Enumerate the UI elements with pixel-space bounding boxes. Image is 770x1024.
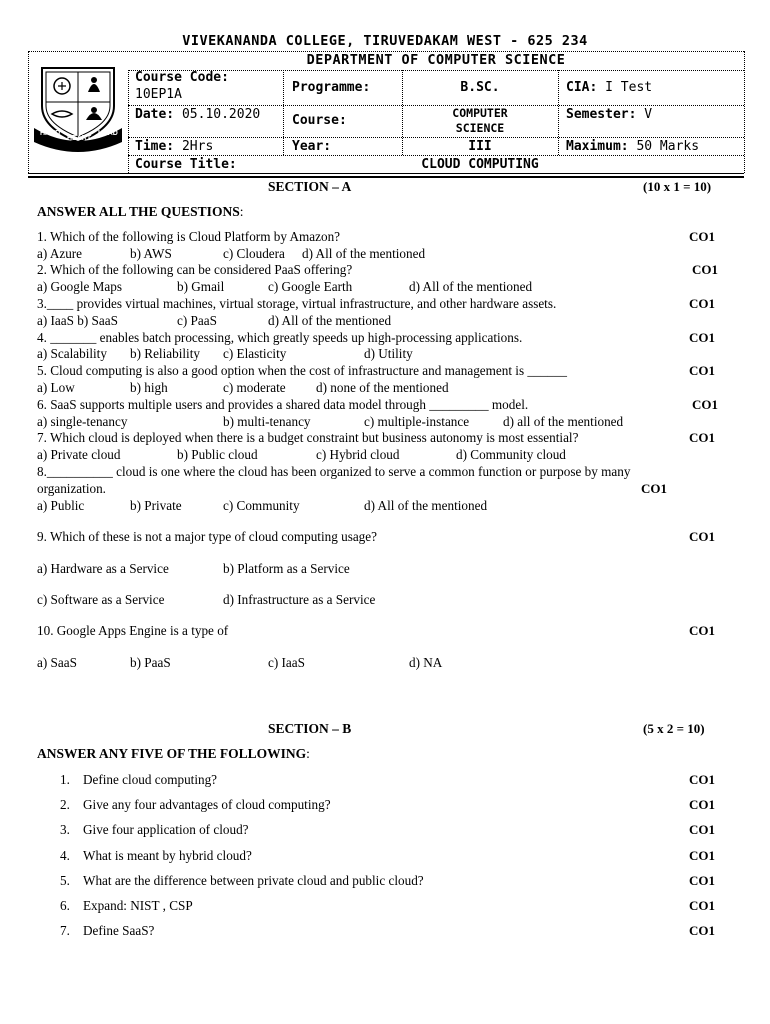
date-value: 05.10.2020: [181, 107, 261, 122]
section-b-item-5: [60, 873, 424, 889]
section-b-instruction: [37, 746, 310, 762]
item-number: 5.: [60, 873, 70, 888]
cia-field: [566, 80, 652, 95]
question-7-option-d: d) Community cloud: [456, 447, 566, 462]
question-9-option-a: a) Hardware as a Service: [37, 561, 169, 576]
item-text: Define SaaS?: [83, 923, 155, 938]
question-4-text: 4. _______ enables batch processing, which greatly speeds up high-processing applications.: [37, 330, 523, 345]
question-2-co: CO1: [692, 262, 718, 277]
question-4-option-c: c) Elasticity: [223, 346, 287, 361]
item-text: What are the difference between private cloud and public cloud?: [83, 873, 424, 888]
semester-value: V: [644, 107, 653, 122]
question-2-option-c: c) Google Earth: [268, 279, 353, 294]
date-label: Date:: [135, 107, 175, 122]
section-b-title: SECTION – B: [268, 721, 352, 736]
logo-motto-heart: HEART: [67, 135, 92, 142]
course-label: Course:: [292, 113, 347, 128]
question-6-text: 6. SaaS supports multiple users and provides a shared data model through _________ model.: [37, 397, 529, 412]
logo-motto-hand: HAND: [40, 130, 61, 137]
question-3-co: CO1: [689, 296, 715, 311]
course-code-value: 10EP1A: [135, 87, 182, 102]
question-4-co: CO1: [689, 330, 715, 345]
question-8-text: 8.__________ cloud is one where the cloud has been organized to serve a common function or purpose by many: [37, 464, 631, 479]
question-2-option-b: b) Gmail: [177, 279, 225, 294]
question-5-option-d: d) none of the mentioned: [316, 380, 449, 395]
semester-label: Semester:: [566, 107, 637, 122]
item-number: 6.: [60, 898, 70, 913]
question-9-text: 9. Which of these is not a major type of cloud computing usage?: [37, 529, 377, 544]
section-b-item-1: [60, 772, 217, 788]
time-field: [135, 139, 213, 154]
question-6-option-c: c) multiple-instance: [364, 414, 470, 429]
question-5-option-c: c) moderate: [223, 380, 286, 395]
question-6-option-d: d) all of the mentioned: [503, 414, 624, 429]
time-value: 2Hrs: [181, 139, 214, 154]
section-b-item-2: [60, 797, 331, 813]
section-b-instruction-colon: :: [306, 746, 310, 761]
question-3-option-d: d) All of the mentioned: [268, 313, 392, 328]
year-label: Year:: [292, 139, 332, 154]
question-5-option-a: a) Low: [37, 380, 75, 395]
year-value: III: [468, 139, 492, 154]
item-number: 7.: [60, 923, 70, 938]
item-number: 1.: [60, 772, 70, 787]
section-b-item-6: [60, 898, 193, 914]
maximum-label: Maximum:: [566, 139, 629, 154]
section-a-instruction: [37, 204, 243, 220]
course-value-line1: COMPUTER: [452, 106, 508, 120]
question-10-text: 10. Google Apps Engine is a type of: [37, 623, 229, 638]
section-a-instruction-text: ANSWER ALL THE QUESTIONS: [37, 204, 240, 219]
section-b-item-3-co: CO1: [689, 822, 715, 837]
question-4-option-a: a) Scalability: [37, 346, 107, 361]
item-text: Give four application of cloud?: [83, 822, 249, 837]
question-9-option-b: b) Platform as a Service: [223, 561, 350, 576]
question-2-option-d: d) All of the mentioned: [409, 279, 533, 294]
question-3-option-c: c) PaaS: [177, 313, 217, 328]
question-3-option-ab: a) IaaS b) SaaS: [37, 313, 118, 328]
time-label: Time:: [135, 139, 175, 154]
question-7-text: 7. Which cloud is deployed when there is a budget constraint but business autonomy is most essential?: [37, 430, 579, 445]
question-4-option-d: d) Utility: [364, 346, 413, 361]
question-4-option-b: b) Reliability: [130, 346, 200, 361]
section-b-item-2-co: CO1: [689, 797, 715, 812]
semester-field: [566, 107, 652, 122]
item-text: What is meant by hybrid cloud?: [83, 848, 252, 863]
section-b-item-7: [60, 923, 154, 939]
question-10-option-c: c) IaaS: [268, 655, 305, 670]
question-7-option-c: c) Hybrid cloud: [316, 447, 400, 462]
section-b-item-1-co: CO1: [689, 772, 715, 787]
question-10-option-d: d) NA: [409, 655, 443, 670]
question-1-option-a: a) Azure: [37, 246, 83, 261]
course-value-line2: SCIENCE: [455, 121, 505, 135]
question-1-text: 1. Which of the following is Cloud Platform by Amazon?: [37, 229, 341, 244]
question-9-option-d: d) Infrastructure as a Service: [223, 592, 376, 607]
section-a-instruction-colon: :: [239, 204, 244, 219]
section-b-marks: (5 x 2 = 10): [643, 721, 705, 736]
college-title: VIVEKANANDA COLLEGE, TIRUVEDAKAM WEST - 625 234: [182, 33, 588, 49]
question-8-option-b: b) Private: [130, 498, 182, 513]
item-number: 3.: [60, 822, 70, 837]
course-title-value: CLOUD COMPUTING: [421, 157, 539, 172]
course-code-label: Course Code:: [135, 70, 229, 85]
item-text: Expand: NIST , CSP: [83, 898, 193, 913]
question-7-option-b: b) Public cloud: [177, 447, 258, 462]
question-5-text: 5. Cloud computing is also a good option when the cost of infrastructure and management is ______: [37, 363, 567, 378]
maximum-field: [566, 139, 699, 154]
item-number: 2.: [60, 797, 70, 812]
section-b-item-4-co: CO1: [689, 848, 715, 863]
item-text: Give any four advantages of cloud computing?: [83, 797, 331, 812]
section-a-marks: (10 x 1 = 10): [643, 179, 712, 194]
question-7-co: CO1: [689, 430, 715, 445]
question-2-text: 2. Which of the following can be considered PaaS offering?: [37, 262, 353, 277]
question-1-co: CO1: [689, 229, 715, 244]
item-number: 4.: [60, 848, 70, 863]
section-a-title: SECTION – A: [268, 179, 352, 194]
section-b-item-5-co: CO1: [689, 873, 715, 888]
question-5-option-b: b) high: [130, 380, 168, 395]
maximum-value: 50 Marks: [636, 139, 700, 154]
department-title: DEPARTMENT OF COMPUTER SCIENCE: [306, 52, 566, 68]
cia-label: CIA:: [566, 80, 598, 95]
question-9-option-c: c) Software as a Service: [37, 592, 165, 607]
section-b-item-4: [60, 848, 252, 864]
item-text: Define cloud computing?: [83, 772, 218, 787]
logo-motto-head: HEAD: [98, 130, 118, 137]
cia-value: I Test: [605, 80, 653, 95]
section-b-item-6-co: CO1: [689, 898, 715, 913]
section-b-item-7-co: CO1: [689, 923, 715, 938]
question-10-option-b: b) PaaS: [130, 655, 171, 670]
question-6-co: CO1: [692, 397, 718, 412]
course-title-label: Course Title:: [135, 157, 237, 172]
question-5-co: CO1: [689, 363, 715, 378]
college-logo: [32, 62, 124, 152]
date-field: [135, 107, 260, 122]
question-1-option-c: c) Cloudera: [223, 246, 285, 261]
question-8-option-a: a) Public: [37, 498, 85, 513]
programme-label: Programme:: [292, 80, 371, 95]
question-2-option-a: a) Google Maps: [37, 279, 122, 294]
question-9-co: CO1: [689, 529, 715, 544]
question-1-option-d: d) All of the mentioned: [302, 246, 426, 261]
question-6-option-a: a) single-tenancy: [37, 414, 128, 429]
question-8-co: CO1: [641, 481, 667, 496]
question-8-text-cont: organization.: [37, 481, 106, 496]
question-10-option-a: a) SaaS: [37, 655, 77, 670]
programme-value: B.SC.: [460, 80, 500, 95]
section-b-instruction-text: ANSWER ANY FIVE OF THE FOLLOWING: [37, 746, 307, 761]
section-b-item-3: [60, 822, 249, 838]
question-7-option-a: a) Private cloud: [37, 447, 121, 462]
question-6-option-b: b) multi-tenancy: [223, 414, 311, 429]
question-8-option-c: c) Community: [223, 498, 300, 513]
question-10-co: CO1: [689, 623, 715, 638]
question-8-option-d: d) All of the mentioned: [364, 498, 488, 513]
question-1-option-b: b) AWS: [130, 246, 172, 261]
question-3-text: 3.____ provides virtual machines, virtual storage, virtual infrastructure, and other hardware assets.: [37, 296, 557, 311]
